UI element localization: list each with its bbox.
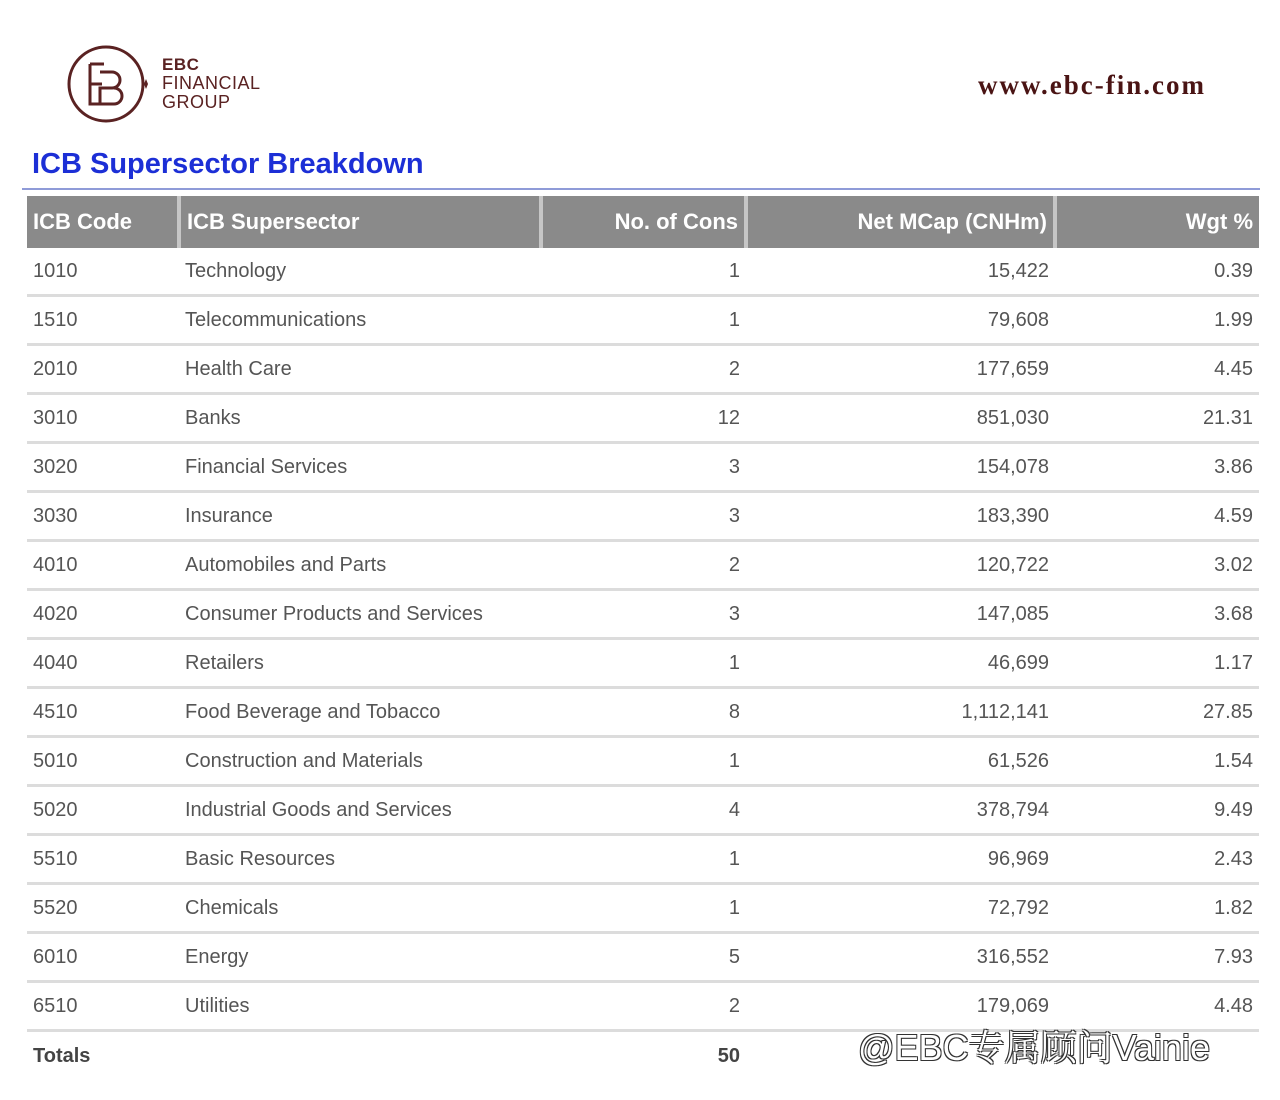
cell-weight: 4.45 (1055, 345, 1259, 394)
cell-net-mcap: 316,552 (746, 933, 1055, 982)
cell-weight: 1.99 (1055, 296, 1259, 345)
cell-icb-code: 5010 (27, 737, 179, 786)
page-title: ICB Supersector Breakdown (32, 148, 424, 180)
cell-supersector: Telecommunications (179, 296, 541, 345)
table-row (27, 541, 1259, 590)
header-net-mcap: Net MCap (CNHm) (746, 196, 1055, 248)
cell-icb-code: 4010 (27, 541, 179, 590)
cell-net-mcap: 46,699 (746, 639, 1055, 688)
cell-no-of-cons: 8 (541, 688, 746, 737)
cell-supersector: Basic Resources (179, 835, 541, 884)
totals-empty-cell (179, 1031, 541, 1081)
header-weight: Wgt % (1055, 196, 1259, 248)
cell-no-of-cons: 2 (541, 541, 746, 590)
cell-supersector: Energy (179, 933, 541, 982)
site-url: www.ebc-fin.com (978, 70, 1206, 100)
cell-no-of-cons: 3 (541, 590, 746, 639)
cell-net-mcap: 120,722 (746, 541, 1055, 590)
cell-icb-code: 1010 (27, 248, 179, 296)
cell-no-of-cons: 1 (541, 639, 746, 688)
cell-supersector: Consumer Products and Services (179, 590, 541, 639)
table-row (27, 688, 1259, 737)
table-row (27, 443, 1259, 492)
brand-line-3: GROUP (162, 92, 231, 112)
page-header (0, 0, 1280, 140)
cell-icb-code: 4510 (27, 688, 179, 737)
totals-label: Totals (33, 1044, 91, 1067)
ebc-logo-icon (66, 42, 150, 126)
cell-supersector: Banks (179, 394, 541, 443)
cell-no-of-cons: 2 (541, 982, 746, 1031)
watermark: @EBC专属顾问Vainie (858, 1027, 1210, 1068)
cell-no-of-cons: 4 (541, 786, 746, 835)
cell-weight: 2.43 (1055, 835, 1259, 884)
title-divider (22, 188, 1260, 190)
cell-icb-code: 5510 (27, 835, 179, 884)
cell-no-of-cons: 3 (541, 492, 746, 541)
cell-icb-code: 3010 (27, 394, 179, 443)
table-row (27, 737, 1259, 786)
cell-no-of-cons: 1 (541, 296, 746, 345)
cell-net-mcap: 154,078 (746, 443, 1055, 492)
cell-weight: 3.02 (1055, 541, 1259, 590)
cell-icb-code: 6510 (27, 982, 179, 1031)
cell-weight: 21.31 (1055, 394, 1259, 443)
cell-no-of-cons: 3 (541, 443, 746, 492)
cell-supersector: Automobiles and Parts (179, 541, 541, 590)
cell-weight: 1.82 (1055, 884, 1259, 933)
cell-icb-code: 3020 (27, 443, 179, 492)
supersector-table (27, 196, 1259, 1080)
cell-icb-code: 4020 (27, 590, 179, 639)
cell-net-mcap: 177,659 (746, 345, 1055, 394)
table-row (27, 835, 1259, 884)
cell-supersector: Industrial Goods and Services (179, 786, 541, 835)
cell-net-mcap: 96,969 (746, 835, 1055, 884)
table-row (27, 345, 1259, 394)
cell-supersector: Utilities (179, 982, 541, 1031)
table-body (27, 248, 1259, 1080)
cell-net-mcap: 851,030 (746, 394, 1055, 443)
cell-net-mcap: 1,112,141 (746, 688, 1055, 737)
brand-line-2: FINANCIAL (162, 73, 261, 93)
cell-supersector: Financial Services (179, 443, 541, 492)
cell-supersector: Insurance (179, 492, 541, 541)
header-icb-code: ICB Code (27, 196, 179, 248)
cell-supersector: Chemicals (179, 884, 541, 933)
cell-weight: 4.59 (1055, 492, 1259, 541)
header-icb-supersector: ICB Supersector (179, 196, 541, 248)
cell-icb-code: 3030 (27, 492, 179, 541)
cell-weight: 1.17 (1055, 639, 1259, 688)
brand-name (162, 55, 261, 112)
cell-net-mcap: 179,069 (746, 982, 1055, 1031)
table-row (27, 786, 1259, 835)
table-row (27, 933, 1259, 982)
table-row (27, 590, 1259, 639)
cell-icb-code: 5520 (27, 884, 179, 933)
table-row (27, 884, 1259, 933)
cell-weight: 3.68 (1055, 590, 1259, 639)
cell-net-mcap: 183,390 (746, 492, 1055, 541)
cell-net-mcap: 72,792 (746, 884, 1055, 933)
totals-cons: 50 (717, 1044, 740, 1067)
cell-no-of-cons: 1 (541, 248, 746, 296)
cell-weight: 7.93 (1055, 933, 1259, 982)
cell-no-of-cons: 1 (541, 737, 746, 786)
cell-net-mcap: 79,608 (746, 296, 1055, 345)
cell-icb-code: 1510 (27, 296, 179, 345)
cell-no-of-cons: 2 (541, 345, 746, 394)
cell-weight: 3.86 (1055, 443, 1259, 492)
table-header-row (27, 196, 1259, 248)
cell-supersector: Health Care (179, 345, 541, 394)
cell-no-of-cons: 1 (541, 835, 746, 884)
cell-net-mcap: 15,422 (746, 248, 1055, 296)
cell-weight: 9.49 (1055, 786, 1259, 835)
cell-no-of-cons: 5 (541, 933, 746, 982)
cell-net-mcap: 147,085 (746, 590, 1055, 639)
header-no-of-cons: No. of Cons (541, 196, 746, 248)
brand-line-1: EBC (162, 55, 200, 74)
cell-icb-code: 2010 (27, 345, 179, 394)
cell-net-mcap: 378,794 (746, 786, 1055, 835)
cell-icb-code: 5020 (27, 786, 179, 835)
table-row (27, 248, 1259, 296)
cell-net-mcap: 61,526 (746, 737, 1055, 786)
cell-weight: 27.85 (1055, 688, 1259, 737)
table-row (27, 492, 1259, 541)
cell-supersector: Technology (179, 248, 541, 296)
cell-weight: 4.48 (1055, 982, 1259, 1031)
cell-icb-code: 6010 (27, 933, 179, 982)
cell-supersector: Food Beverage and Tobacco (179, 688, 541, 737)
table-row (27, 394, 1259, 443)
cell-no-of-cons: 1 (541, 884, 746, 933)
cell-no-of-cons: 12 (541, 394, 746, 443)
cell-supersector: Retailers (179, 639, 541, 688)
cell-supersector: Construction and Materials (179, 737, 541, 786)
table-row (27, 639, 1259, 688)
cell-weight: 1.54 (1055, 737, 1259, 786)
table-row (27, 296, 1259, 345)
cell-weight: 0.39 (1055, 248, 1259, 296)
cell-icb-code: 4040 (27, 639, 179, 688)
